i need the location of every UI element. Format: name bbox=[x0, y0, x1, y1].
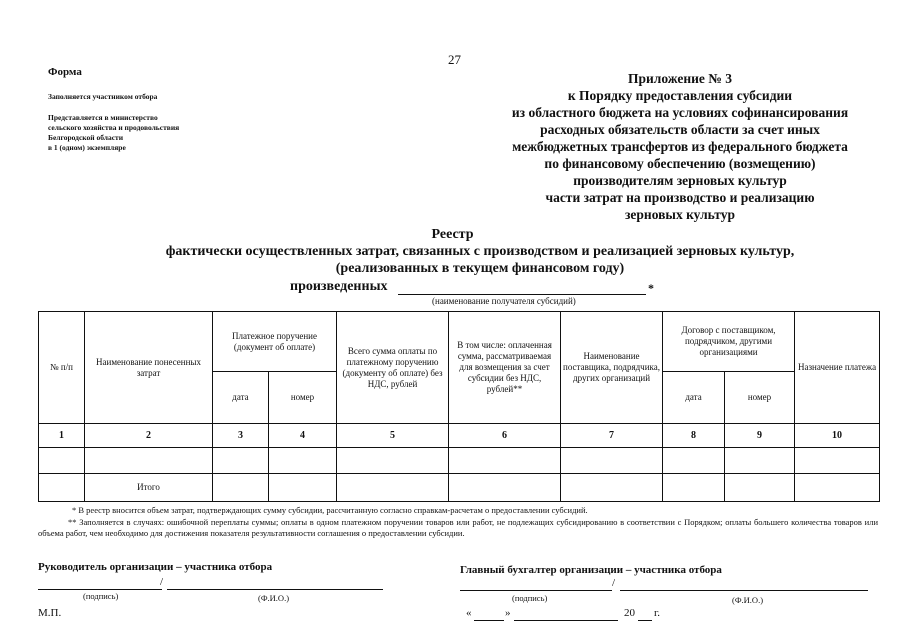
table-cell[interactable] bbox=[795, 474, 880, 502]
table-cell[interactable] bbox=[449, 474, 561, 502]
register-subtitle bbox=[80, 243, 880, 277]
total-label: Итого bbox=[85, 474, 213, 502]
head-sign-caption: (подпись) bbox=[83, 591, 119, 601]
produced-label: произведенных bbox=[290, 279, 388, 294]
page-number: 27 bbox=[448, 52, 461, 67]
column-number: 7 bbox=[561, 424, 663, 448]
stamp-place: М.П. bbox=[38, 607, 62, 619]
column-number-row bbox=[39, 424, 880, 448]
header-including: В том числе: оплаченная сумма, рассматриваемая для возмещения за счет субсидии без НДС, рублей** bbox=[449, 312, 561, 424]
table-cell[interactable] bbox=[663, 474, 725, 502]
column-number: 1 bbox=[39, 424, 85, 448]
table-cell bbox=[39, 474, 85, 502]
date-year-prefix: 20 bbox=[624, 607, 635, 619]
appendix-line: Приложение № 3 bbox=[628, 71, 732, 86]
table-cell[interactable] bbox=[213, 474, 269, 502]
total-row bbox=[39, 474, 880, 502]
presented-line: сельского хозяйства и продовольствия bbox=[48, 123, 180, 132]
header-payment-date: дата bbox=[213, 372, 269, 424]
recipient-note: (наименование получателя субсидий) bbox=[432, 296, 576, 306]
header-contract: Договор с поставщиком, подрядчиком, другими организациями bbox=[663, 312, 795, 372]
accountant-name-field[interactable] bbox=[620, 590, 868, 591]
table-cell[interactable] bbox=[725, 448, 795, 474]
footnote-1: * В реестр вносится объем затрат, подтверждающих сумму субсидии, рассчитанную согласно справкам-расчетам о предоставлении субсидий. bbox=[72, 505, 588, 515]
table-cell[interactable] bbox=[561, 474, 663, 502]
header-purpose: Назначение платежа bbox=[795, 312, 880, 424]
head-signature-field[interactable] bbox=[38, 589, 162, 590]
appendix-header bbox=[480, 70, 880, 223]
table-cell[interactable] bbox=[663, 448, 725, 474]
header-contract-date: дата bbox=[663, 372, 725, 424]
head-slash: / bbox=[160, 576, 164, 588]
column-number: 4 bbox=[269, 424, 337, 448]
column-number: 9 bbox=[725, 424, 795, 448]
date-close-quote: » bbox=[505, 607, 511, 619]
header-expense: Наименование понесенных затрат bbox=[85, 312, 213, 424]
header-num: № п/п bbox=[39, 312, 85, 424]
presented-line: Белгородской области bbox=[48, 133, 124, 142]
header-contract-number: номер bbox=[725, 372, 795, 424]
accountant-signature-title: Главный бухгалтер организации – участника отбора bbox=[460, 564, 722, 576]
presented-note bbox=[48, 113, 179, 153]
register-title: Реестр bbox=[431, 227, 474, 242]
presented-line: в 1 (одном) экземпляре bbox=[48, 143, 126, 152]
accountant-sign-caption: (подпись) bbox=[512, 593, 548, 603]
column-number: 6 bbox=[449, 424, 561, 448]
header-payment-number: номер bbox=[269, 372, 337, 424]
table-cell[interactable] bbox=[85, 448, 213, 474]
head-signature-title: Руководитель организации – участника отбора bbox=[38, 561, 273, 573]
column-number: 8 bbox=[663, 424, 725, 448]
header-payment-order: Платежное поручение (документ об оплате) bbox=[213, 312, 337, 372]
table-cell[interactable] bbox=[561, 448, 663, 474]
table-cell[interactable] bbox=[39, 448, 85, 474]
appendix-line: из областного бюджета на условиях софинансирования bbox=[511, 105, 849, 120]
form-label: Форма bbox=[48, 66, 82, 78]
table-row bbox=[39, 448, 880, 474]
appendix-line: по финансовому обеспечению (возмещению) bbox=[544, 156, 816, 171]
head-name-field[interactable] bbox=[167, 589, 383, 590]
footnote-2: ** Заполняется в случаях: ошибочной переплаты суммы; оплаты в одном платежном поручении товаров или работ, не подлежащих субсидированию в соответствии с Порядком; оплаты большего количества товаров или объема работ, чем необходимо для достижения показателя результативности соглашения о предоставлении субсидии. bbox=[38, 517, 878, 538]
table-cell[interactable] bbox=[337, 448, 449, 474]
date-year-field[interactable] bbox=[638, 620, 652, 621]
table-cell[interactable] bbox=[337, 474, 449, 502]
column-number: 10 bbox=[795, 424, 880, 448]
appendix-line: части затрат на производство и реализацию bbox=[545, 190, 815, 205]
head-name-caption: (Ф.И.О.) bbox=[258, 593, 290, 603]
appendix-line: к Порядку предоставления субсидии bbox=[567, 88, 793, 103]
column-number: 5 bbox=[337, 424, 449, 448]
table-cell[interactable] bbox=[269, 448, 337, 474]
column-number: 2 bbox=[85, 424, 213, 448]
date-year-suffix: г. bbox=[654, 607, 661, 619]
header-total-paid: Всего сумма оплаты по платежному поручению (документу об оплате) без НДС, рублей bbox=[337, 312, 449, 424]
date-day-field[interactable] bbox=[474, 620, 504, 621]
header-supplier: Наименование поставщика, подрядчика, других организаций bbox=[561, 312, 663, 424]
appendix-line: зерновых культур bbox=[625, 207, 735, 222]
accountant-signature-field[interactable] bbox=[460, 590, 612, 591]
register-subtitle-line-2: (реализованных в текущем финансовом году) bbox=[335, 261, 625, 276]
date-month-field[interactable] bbox=[514, 620, 618, 621]
table-cell[interactable] bbox=[795, 448, 880, 474]
filled-by-note: Заполняется участником отбора bbox=[48, 92, 158, 101]
table-cell[interactable] bbox=[725, 474, 795, 502]
accountant-name-caption: (Ф.И.О.) bbox=[732, 595, 764, 605]
appendix-line: межбюджетных трансфертов из федерального бюджета bbox=[512, 139, 848, 154]
date-open-quote: « bbox=[466, 607, 472, 619]
table-cell[interactable] bbox=[449, 448, 561, 474]
register-table bbox=[38, 311, 880, 502]
table-cell[interactable] bbox=[269, 474, 337, 502]
accountant-slash: / bbox=[612, 577, 616, 589]
produced-asterisk: * bbox=[648, 281, 654, 295]
column-number: 3 bbox=[213, 424, 269, 448]
appendix-line: расходных обязательств области за счет иных bbox=[540, 122, 820, 137]
recipient-name-field[interactable] bbox=[398, 294, 646, 295]
register-subtitle-line-1: фактически осуществленных затрат, связанных с производством и реализацией зерновых культур, bbox=[165, 244, 795, 259]
appendix-line: производителям зерновых культур bbox=[573, 173, 787, 188]
table-cell[interactable] bbox=[213, 448, 269, 474]
presented-line: Представляется в министерство bbox=[48, 113, 158, 122]
